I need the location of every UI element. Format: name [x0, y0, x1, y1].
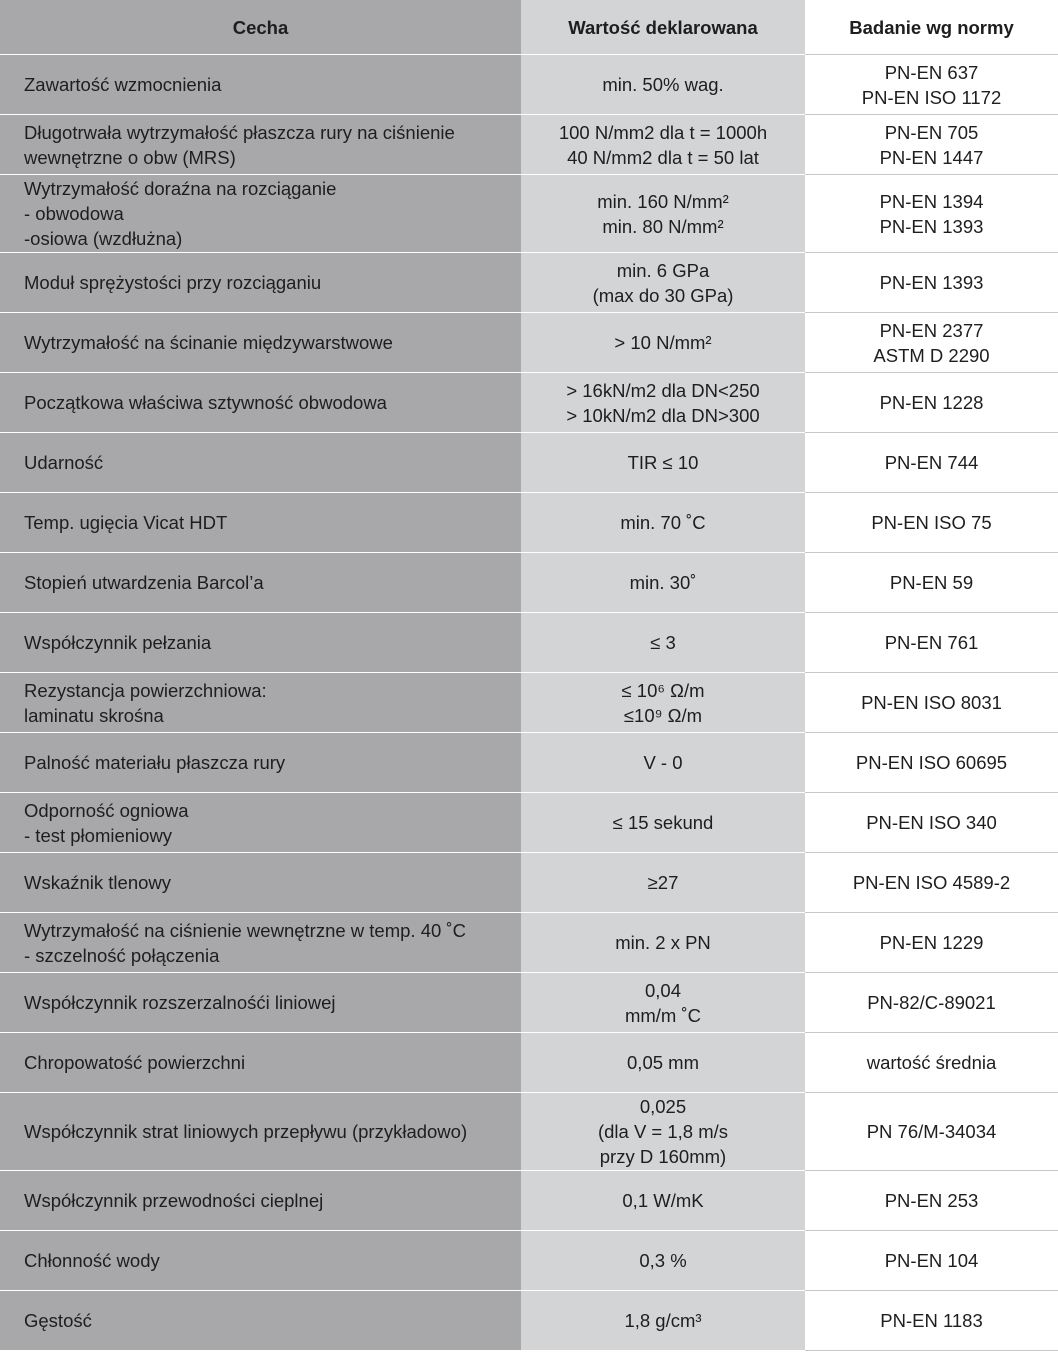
feature-cell	[0, 973, 521, 1032]
value-cell	[521, 1291, 805, 1350]
norm-cell-line: PN-EN 1393	[879, 215, 984, 237]
feature-cell	[0, 433, 521, 492]
feature-cell	[0, 613, 521, 672]
value-cell-line: min. 6 GPa	[616, 259, 710, 281]
norm-cell-line: PN-EN 744	[884, 452, 979, 473]
value-cell-line: V - 0	[643, 752, 683, 773]
feature-cell-line: Temp. ugięcia Vicat HDT	[24, 512, 228, 533]
norm-cell	[805, 673, 1058, 733]
value-cell-line: > 10kN/m2 dla DN>300	[566, 404, 760, 426]
table-row	[0, 1171, 1058, 1231]
feature-cell	[0, 493, 521, 552]
norm-cell	[805, 1291, 1058, 1351]
value-cell-line: > 10 N/mm²	[614, 332, 712, 353]
feature-cell	[0, 733, 521, 792]
norm-cell	[805, 1171, 1058, 1231]
value-cell-line: min. 70 ˚C	[620, 512, 706, 533]
norm-cell-line: PN-EN 253	[884, 1190, 979, 1211]
value-cell	[521, 493, 805, 552]
norm-cell-line: PN-EN ISO 4589-2	[852, 872, 1011, 893]
norm-cell-line: PN-EN 1447	[879, 146, 984, 168]
table-row	[0, 373, 1058, 433]
feature-cell	[0, 1291, 521, 1350]
value-cell	[521, 253, 805, 312]
value-cell	[521, 373, 805, 432]
feature-cell	[0, 1033, 521, 1092]
value-cell	[521, 733, 805, 792]
value-cell-line: 0,04	[644, 979, 681, 1001]
value-cell-line: min. 30˚	[629, 572, 697, 593]
norm-cell-line: PN-EN 104	[884, 1250, 979, 1271]
value-cell	[521, 613, 805, 672]
feature-cell-line: Moduł sprężystości przy rozciąganiu	[24, 272, 322, 293]
value-cell	[521, 433, 805, 492]
norm-cell-line: PN-EN 1183	[880, 1310, 983, 1331]
norm-cell	[805, 253, 1058, 313]
norm-cell-line: PN-EN 1394	[879, 190, 984, 212]
value-cell-line: (max do 30 GPa)	[592, 284, 734, 306]
feature-cell	[0, 853, 521, 912]
value-cell	[521, 1093, 805, 1170]
value-cell-line: (dla V = 1,8 m/s	[597, 1121, 729, 1142]
feature-cell-line: Współczynnik przewodności cieplnej	[24, 1190, 324, 1211]
feature-cell-line: Wytrzymałość na ciśnienie wewnętrzne w temp. 40 ˚C	[24, 919, 466, 941]
feature-cell-line: wewnętrzne o obw (MRS)	[24, 146, 236, 168]
feature-cell-line: - obwodowa	[24, 203, 124, 224]
norm-cell	[805, 913, 1058, 973]
value-cell	[521, 175, 805, 252]
feature-cell-line: laminatu skrośna	[24, 704, 164, 726]
table-row	[0, 253, 1058, 313]
table-row	[0, 1033, 1058, 1093]
value-cell-line: ≤ 15 sekund	[612, 812, 714, 833]
value-cell-line: min. 80 N/mm²	[602, 215, 724, 237]
feature-cell	[0, 1231, 521, 1290]
value-cell-line: 0,025	[639, 1096, 687, 1117]
feature-cell-line: Stopień utwardzenia Barcol’a	[24, 572, 264, 593]
value-cell-line: min. 2 x PN	[615, 932, 711, 953]
feature-cell-line: Zawartość wzmocnienia	[24, 74, 222, 95]
norm-cell-line: PN-EN 1229	[879, 932, 984, 953]
value-cell	[521, 853, 805, 912]
norm-cell	[805, 973, 1058, 1033]
norm-cell	[805, 1231, 1058, 1291]
table-row	[0, 1291, 1058, 1351]
feature-cell-line: Współczynnik pełzania	[24, 632, 212, 653]
table-row	[0, 553, 1058, 613]
value-cell-line: 0,1 W/mK	[622, 1190, 704, 1211]
value-cell-line: min. 160 N/mm²	[597, 190, 729, 212]
norm-cell	[805, 373, 1058, 433]
table-row	[0, 613, 1058, 673]
value-cell-line: min. 50% wag.	[602, 74, 724, 95]
value-cell-line: ≥27	[647, 872, 679, 893]
norm-cell-line: PN-EN 637	[884, 61, 979, 83]
norm-cell-line: PN-EN ISO 75	[871, 512, 992, 533]
feature-cell-line: Palność materiału płaszcza rury	[24, 752, 286, 773]
table-header	[0, 0, 1058, 55]
feature-cell-line: Odporność ogniowa	[24, 799, 189, 821]
header-feature: Cecha	[0, 0, 521, 54]
norm-cell	[805, 313, 1058, 373]
feature-cell	[0, 1093, 521, 1170]
feature-cell	[0, 115, 521, 174]
value-cell	[521, 1171, 805, 1230]
feature-cell-line: Gęstość	[24, 1310, 92, 1331]
value-cell	[521, 553, 805, 612]
table-row	[0, 55, 1058, 115]
feature-cell-line: Wytrzymałość doraźna na rozciąganie	[24, 178, 337, 199]
norm-cell	[805, 613, 1058, 673]
table-row	[0, 733, 1058, 793]
table-row	[0, 913, 1058, 973]
feature-cell	[0, 553, 521, 612]
header-declared-value: Wartość deklarowana	[521, 0, 805, 54]
norm-cell-line: PN-EN 59	[889, 572, 974, 593]
feature-cell-line: -osiowa (wzdłużna)	[24, 228, 183, 249]
table-row	[0, 1093, 1058, 1171]
norm-cell	[805, 553, 1058, 613]
feature-cell-line: Współczynnik rozszerzalnośći liniowej	[24, 992, 336, 1013]
feature-cell	[0, 1171, 521, 1230]
value-cell-line: 100 N/mm2 dla t = 1000h	[558, 121, 768, 143]
value-cell-line: 0,05 mm	[627, 1052, 699, 1073]
value-cell-line: mm/m ˚C	[624, 1004, 702, 1026]
value-cell-line: ≤ 10⁶ Ω/m	[621, 679, 705, 701]
feature-cell	[0, 175, 521, 252]
feature-cell-line: Wytrzymałość na ścinanie międzywarstwowe	[24, 332, 393, 353]
feature-cell	[0, 313, 521, 372]
norm-cell	[805, 433, 1058, 493]
norm-cell	[805, 733, 1058, 793]
table-row	[0, 433, 1058, 493]
feature-cell-line: Początkowa właściwa sztywność obwodowa	[24, 392, 387, 413]
feature-cell	[0, 253, 521, 312]
norm-cell	[805, 853, 1058, 913]
value-cell-line: 0,3 %	[639, 1250, 687, 1271]
table-row	[0, 793, 1058, 853]
feature-cell-line: Chłonność wody	[24, 1250, 160, 1271]
table-row	[0, 493, 1058, 553]
norm-cell	[805, 793, 1058, 853]
feature-cell-line: - test płomieniowy	[24, 824, 173, 846]
table-row	[0, 1231, 1058, 1291]
feature-cell-line: Chropowatość powierzchni	[24, 1052, 246, 1073]
norm-cell-line: PN-EN 1228	[879, 392, 984, 413]
value-cell-line: przy D 160mm)	[599, 1146, 727, 1167]
value-cell	[521, 55, 805, 114]
norm-cell	[805, 493, 1058, 553]
feature-cell	[0, 673, 521, 732]
value-cell-line: 1,8 g/cm³	[624, 1310, 702, 1331]
norm-cell-line: wartość średnia	[866, 1052, 997, 1073]
feature-cell	[0, 913, 521, 972]
table-row	[0, 973, 1058, 1033]
table-row	[0, 175, 1058, 253]
norm-cell-line: PN-EN 761	[884, 632, 979, 653]
norm-cell	[805, 115, 1058, 175]
table-row	[0, 313, 1058, 373]
norm-cell-line: PN-EN 1393	[879, 272, 984, 293]
table-body	[0, 55, 1058, 1351]
value-cell	[521, 115, 805, 174]
feature-cell-line: Współczynnik strat liniowych przepływu (przykładowo)	[24, 1121, 468, 1142]
feature-cell-line: Rezystancja powierzchniowa:	[24, 679, 267, 701]
norm-cell-line: ASTM D 2290	[873, 344, 990, 366]
norm-cell-line: PN-EN ISO 340	[866, 812, 997, 833]
norm-cell	[805, 1033, 1058, 1093]
norm-cell-line: PN-EN 2377	[879, 319, 984, 341]
value-cell-line: 40 N/mm2 dla t = 50 lat	[567, 146, 759, 168]
feature-cell-line: - szczelność połączenia	[24, 944, 220, 966]
norm-cell-line: PN-EN ISO 60695	[855, 752, 1008, 773]
feature-cell-line: Wskaźnik tlenowy	[24, 872, 172, 893]
value-cell	[521, 793, 805, 852]
value-cell-line: TIR ≤ 10	[627, 452, 699, 473]
value-cell-line: > 16kN/m2 dla DN<250	[566, 379, 760, 401]
header-test-standard: Badanie wg normy	[805, 0, 1058, 55]
value-cell	[521, 313, 805, 372]
norm-cell-line: PN-EN 705	[884, 121, 979, 143]
feature-cell	[0, 55, 521, 114]
value-cell	[521, 1231, 805, 1290]
value-cell-line: ≤ 3	[650, 632, 676, 653]
norm-cell-line: PN-EN ISO 8031	[861, 692, 1002, 713]
norm-cell	[805, 1093, 1058, 1171]
norm-cell-line: PN 76/M-34034	[866, 1121, 997, 1142]
value-cell	[521, 1033, 805, 1092]
value-cell-line: ≤10⁹ Ω/m	[623, 704, 703, 726]
value-cell	[521, 913, 805, 972]
value-cell	[521, 673, 805, 732]
value-cell	[521, 973, 805, 1032]
norm-cell	[805, 55, 1058, 115]
norm-cell	[805, 175, 1058, 253]
norm-cell-line: PN-EN ISO 1172	[861, 86, 1002, 108]
table-row	[0, 115, 1058, 175]
feature-cell	[0, 373, 521, 432]
feature-cell-line: Udarność	[24, 452, 104, 473]
table-row	[0, 853, 1058, 913]
feature-cell	[0, 793, 521, 852]
norm-cell-line: PN-82/C-89021	[867, 992, 996, 1013]
table-row	[0, 673, 1058, 733]
feature-cell-line: Długotrwała wytrzymałość płaszcza rury na ciśnienie	[24, 121, 455, 143]
